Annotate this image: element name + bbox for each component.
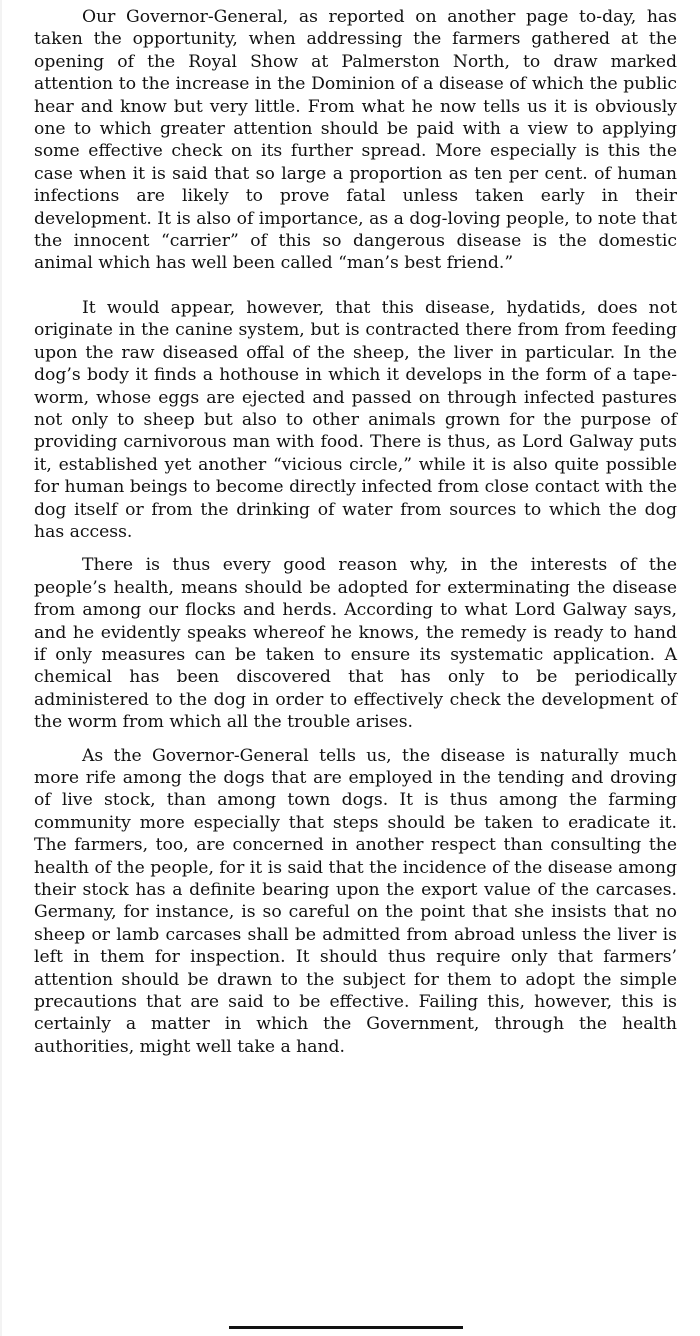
end-of-article-rule xyxy=(229,1326,463,1329)
article-paragraph-4: As the Governor-General tells us, the disease is naturally much more rife among the dogs that are employed in the tending and droving of live stock, than among town dogs. It is thus among the farming community more especially that steps should be taken to eradicate it. The farmers, too, are concerned in another respect than consulting the health of the people, for it is said that the incidence of the disease among their stock has a definite bearing upon the export value of the carcases. Germany, for instance, is so careful on the point that she insists that no sheep or lamb carcases shall be admitted from abroad unless the liver is left in them for inspection. It should thus require only that farmers’ attention should be drawn to the subject for them to adopt the simple precautions that are said to be effective. Failing this, however, this is certainly a matter in which the Government, through the health authorities, might well take a hand. xyxy=(34,745,677,1057)
page-edge-shadow xyxy=(0,0,2,1336)
article-paragraph-1: Our Governor-General, as reported on another page to-day, has taken the opportunity, when addressing the farmers gathered at the opening of the Royal Show at Palmerston North, to draw marked attention to the increase in the Dominion of a disease of which the public hear and know but very little. From what he now tells us it is obviously one to which greater attention should be paid with a view to applying some effective check on its further spread. More especially is this the case when it is said that so large a proportion as ten per cent. of human infections are likely to prove fatal unless taken early in their development. It is also of importance, as a dog-loving people, to note that the innocent “carrier” of this so dangerous disease is the domestic animal which has well been called “man’s best friend.” xyxy=(34,7,677,274)
article-paragraph-2: It would appear, however, that this disease, hydatids, does not originate in the canine system, but is contracted there from from feeding upon the raw diseased offal of the sheep, the liver in particular. In the dog’s body it finds a hothouse in which it develops in the form of a tape-worm, whose eggs are ejected and passed on through infected pastures not only to sheep but also to other animals grown for the purpose of providing carnivorous man with food. There is thus, as Lord Galway puts it, established yet another “vicious circle,” while it is also quite possible for human beings to become directly infected from close contact with the dog itself or from the drinking of water from sources to which the dog has access. xyxy=(34,297,677,542)
article-paragraph-3: There is thus every good reason why, in the interests of the people’s health, means should be adopted for exterminating the disease from among our flocks and herds. According to what Lord Galway says, and he evidently speaks whereof he knows, the remedy is ready to hand if only measures can be taken to ensure its systematic application. A chemical has been discovered that has only to be periodically administered to the dog in order to effectively check the development of the worm from which all the trouble arises. xyxy=(34,555,677,733)
article-column xyxy=(34,6,677,1058)
